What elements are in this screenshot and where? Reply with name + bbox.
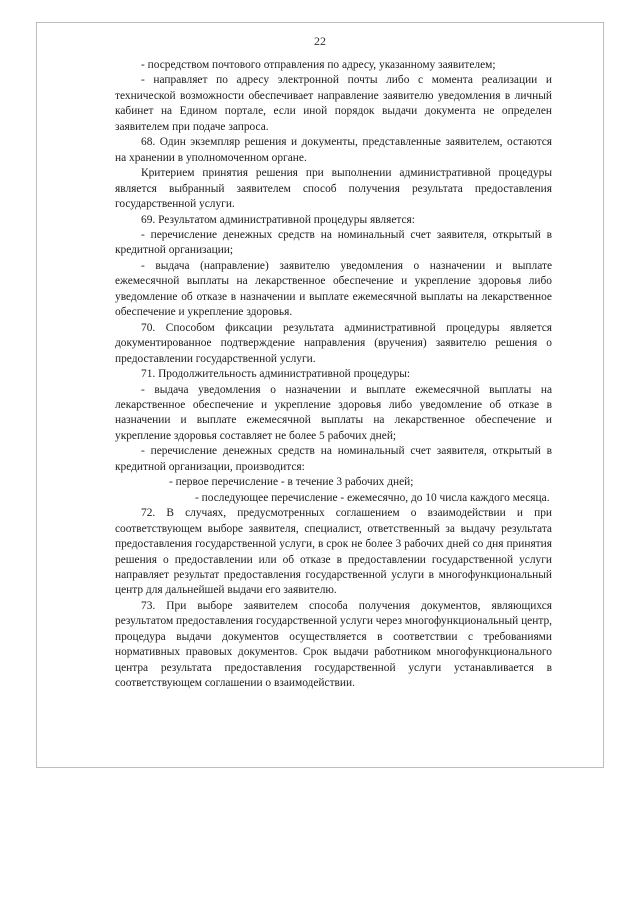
paragraph: - первое перечисление - в течение 3 рабочих дней; bbox=[169, 476, 414, 489]
paragraph: 72. В случаях, предусмотренных соглашением о взаимодействии и при соответствующем выборе заявителя, специалист, ответственный за выдачу результата предоставления государственной услуги, в срок не более 3 рабочих дней со дня принятия решения о предоставлении или об отказе в предоставлении государственной услуги направляет результат предоставления государственной услуги в многофункциональный центр для дальнейшей выдачи его заявителю. bbox=[115, 507, 552, 597]
paragraph: 70. Способом фиксации результата административной процедуры является документированное подтверждение направления (вручения) заявителю решения о предоставлении государственной услуги. bbox=[115, 321, 552, 365]
paragraph: 68. Один экземпляр решения и документы, представленные заявителем, остаются на хранении в уполномоченном органе. bbox=[115, 136, 552, 164]
paragraph: Критерием принятия решения при выполнении административной процедуры является выбранный заявителем способ получения результата предоставления государственной услуги. bbox=[115, 167, 552, 211]
paragraph: 69. Результатом административной процедуры является: bbox=[141, 213, 415, 226]
paragraph: - выдача (направление) заявителю уведомления о назначении и выплате ежемесячной выплаты на лекарственное обеспечение и укрепление здоровья либо уведомление об отказе в назначении и выплате ежемесячной выплаты на лекарственное обеспечение и укрепление здоровья. bbox=[115, 259, 552, 319]
paragraph: 71. Продолжительность административной процедуры: bbox=[141, 368, 411, 381]
paragraph: - перечисление денежных средств на номинальный счет заявителя, открытый в кредитной организации; bbox=[115, 228, 552, 257]
paragraph: - перечисление денежных средств на номинальный счет заявителя, открытый в кредитной организации, производится: bbox=[115, 445, 552, 473]
page-number: 22 bbox=[314, 34, 326, 48]
paragraph: - посредством почтового отправления по адресу, указанному заявителем; bbox=[141, 59, 496, 71]
paragraph: - последующее перечисление - ежемесячно, до 10 числа каждого месяца. bbox=[195, 491, 550, 504]
paragraph: - направляет по адресу электронной почты либо с момента реализации и технической возможности обеспечивает направление заявителю уведомления в личный кабинет на Едином портале, если иной порядок выдачи документа не определен заявителем при подаче запроса. bbox=[115, 74, 552, 133]
paragraph: 73. При выборе заявителем способа получения документов, являющихся результатом предоставления государственной услуги через многофункциональный центр, процедура выдачи документов осуществляется в соответствии с требованиями нормативных правовых документов. Срок выдачи работником многофункционального центра результата предоставления государственной услуги устанавливается в соответствующем соглашении о взаимодействии. bbox=[115, 599, 552, 690]
paragraph: - выдача уведомления о назначении и выплате ежемесячной выплаты на лекарственное обеспечение и укрепление здоровья либо уведомление об отказе в назначении и выплате ежемесячной выплаты на лекарственное обеспечение и укрепление здоровья составляет не более 5 рабочих дней; bbox=[115, 383, 552, 442]
document-body bbox=[115, 58, 552, 692]
